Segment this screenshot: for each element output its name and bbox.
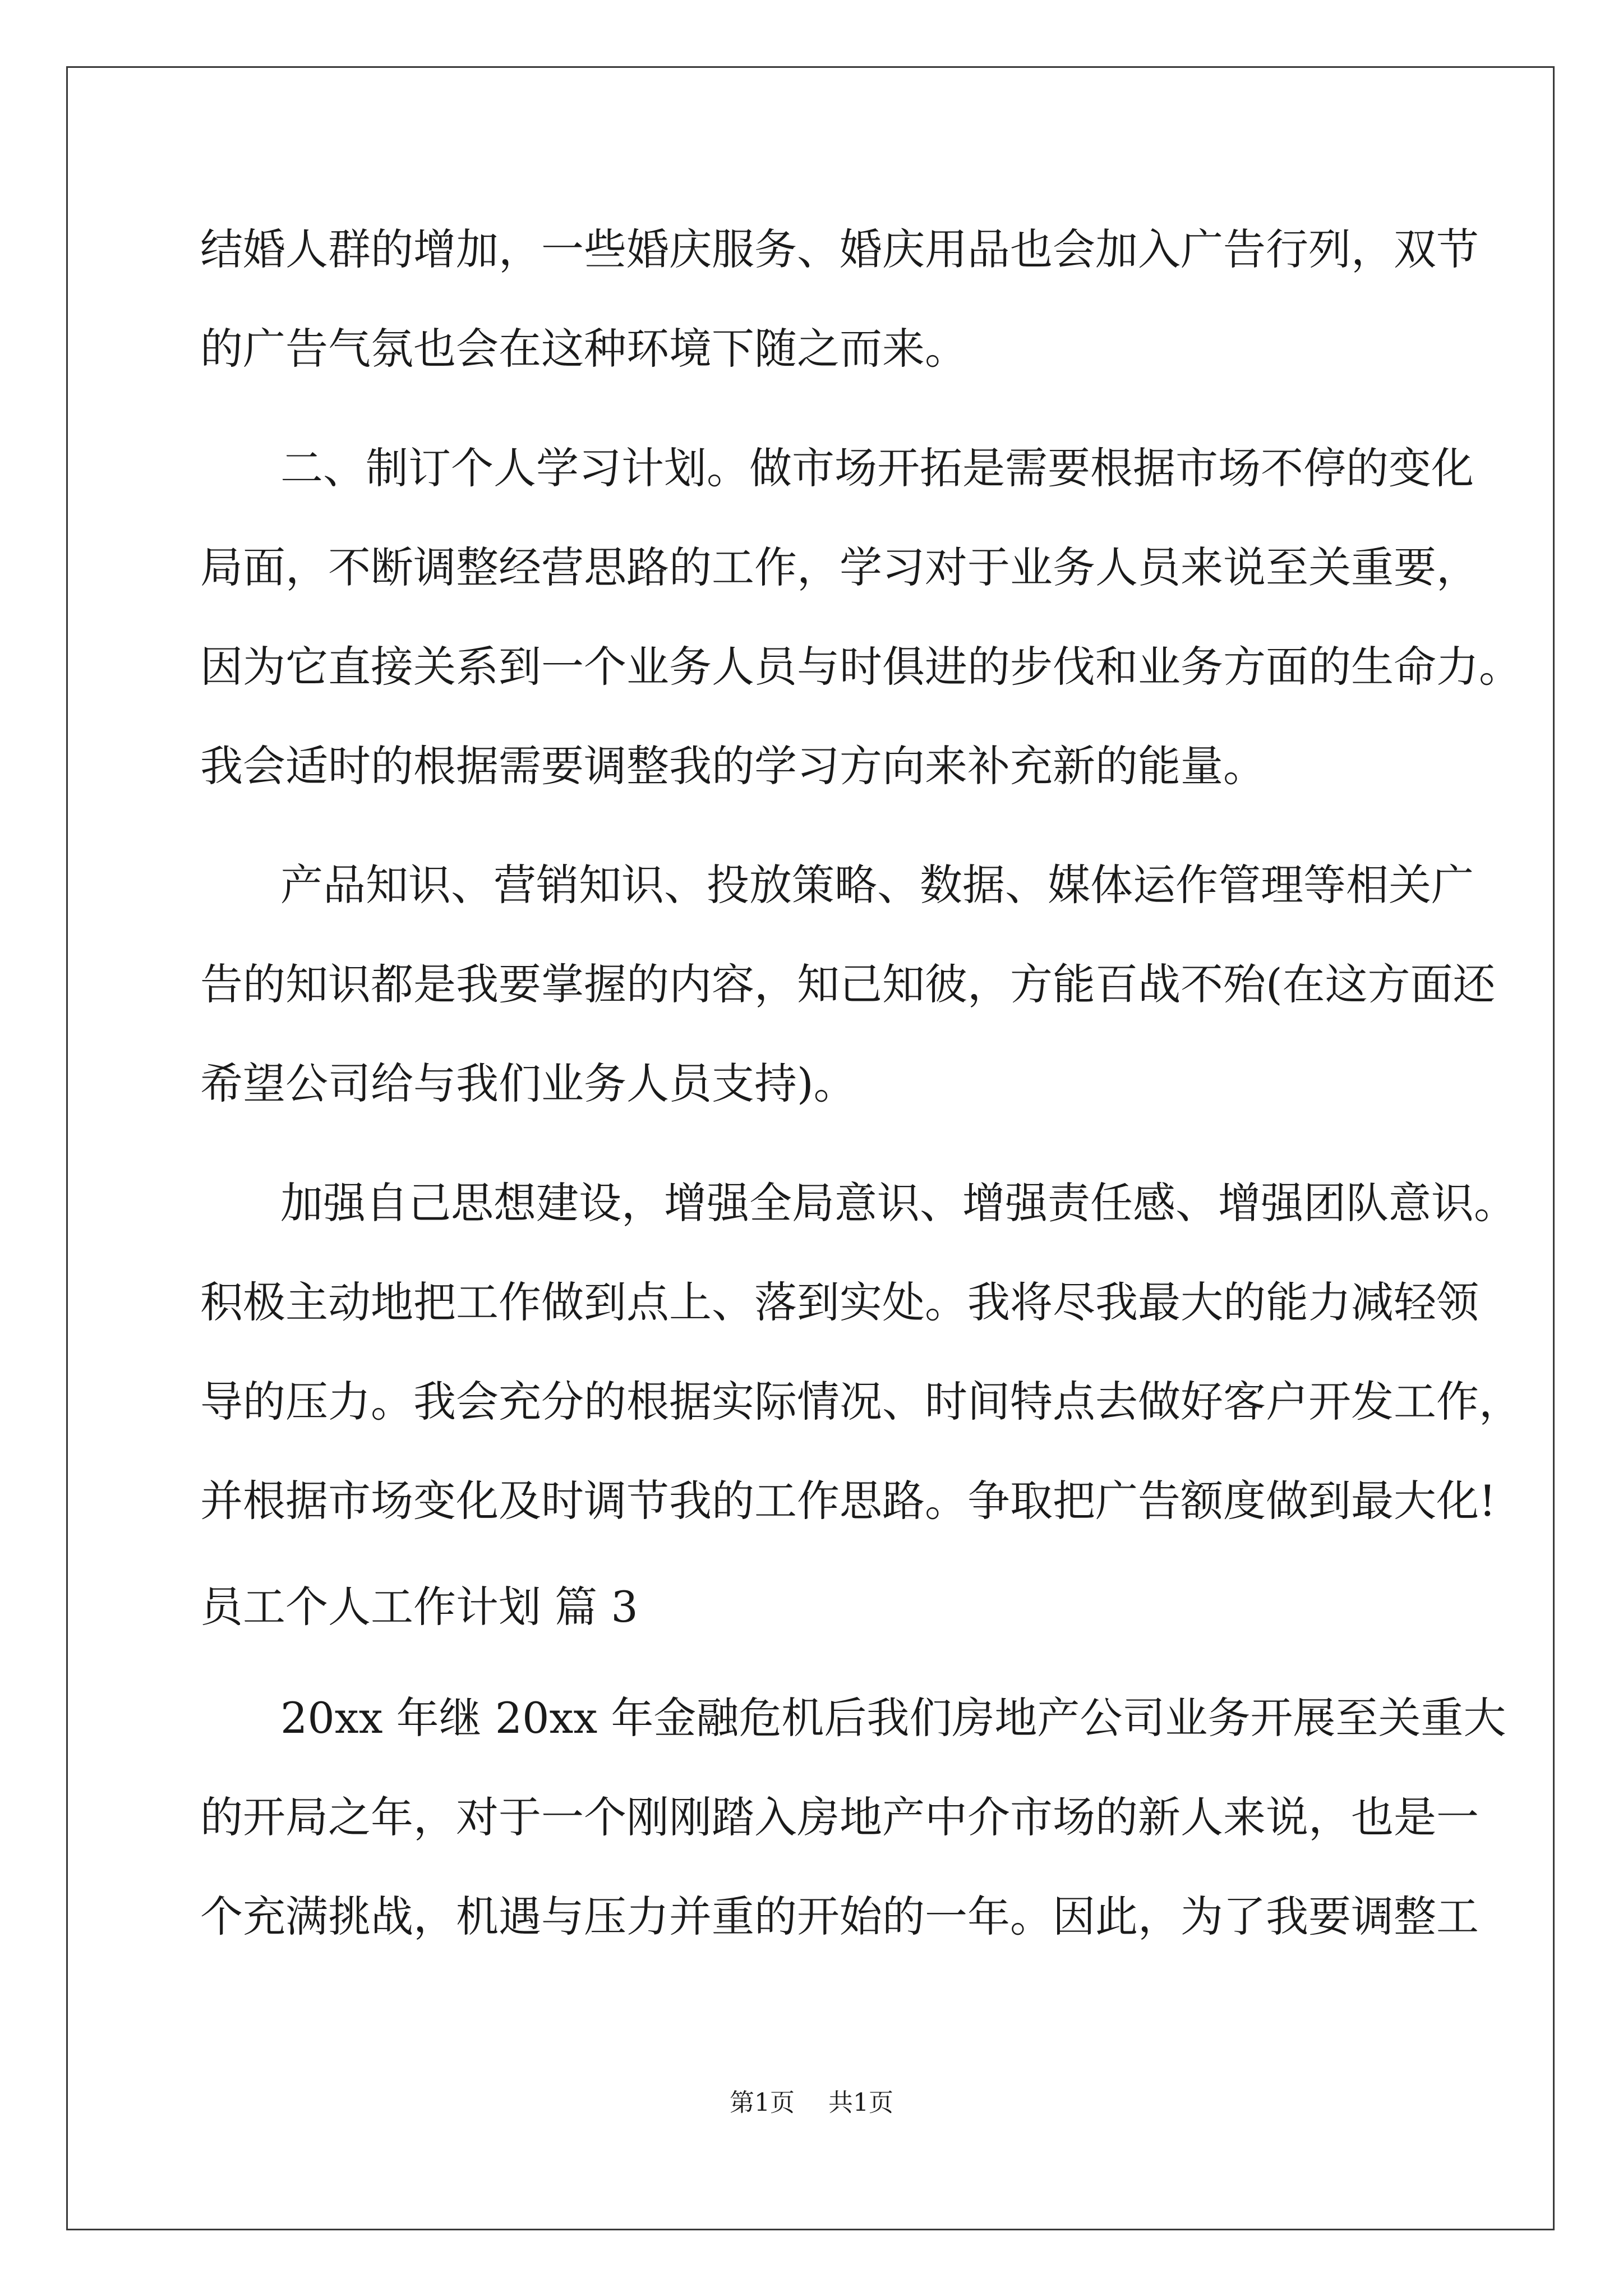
body-line: 20xx 年继 20xx 年金融危机后我们房地产公司业务开展至关重大 bbox=[280, 1693, 1506, 1743]
body-line: 局面，不断调整经营思路的工作，学习对于业务人员来说至关重要， bbox=[200, 542, 1479, 592]
body-line: 导的压力。我会充分的根据实际情况、时间特点去做好客户开发工作， bbox=[200, 1377, 1521, 1427]
body-line: 因为它直接关系到一个业务人员与时俱进的步伐和业务方面的生命力。 bbox=[200, 642, 1521, 692]
body-line: 个充满挑战，机遇与压力并重的开始的一年。因此，为了我要调整工 bbox=[200, 1892, 1479, 1941]
body-line: 我会适时的根据需要调整我的学习方向来补充新的能量。 bbox=[200, 741, 1266, 791]
page-total: 共1页 bbox=[828, 2088, 893, 2117]
section-heading: 员工个人工作计划 篇 3 bbox=[200, 1582, 638, 1632]
body-line: 加强自己思想建设，增强全局意识、增强责任感、增强团队意识。 bbox=[280, 1178, 1516, 1228]
body-line: 的广告气氛也会在这种环境下随之而来。 bbox=[200, 324, 967, 374]
body-line: 积极主动地把工作做到点上、落到实处。我将尽我最大的能力减轻领 bbox=[200, 1277, 1479, 1327]
body-line: 希望公司给与我们业务人员支持)。 bbox=[200, 1059, 856, 1108]
body-line: 告的知识都是我要掌握的内容，知己知彼，方能百战不殆(在这方面还 bbox=[200, 959, 1496, 1009]
body-line: 结婚人群的增加，一些婚庆服务、婚庆用品也会加入广告行列，双节 bbox=[200, 224, 1479, 274]
body-line: 二、制订个人学习计划。做市场开拓是需要根据市场不停的变化 bbox=[280, 443, 1474, 493]
page-footer bbox=[0, 2082, 1623, 2118]
body-line: 产品知识、营销知识、投放策略、数据、媒体运作管理等相关广 bbox=[280, 860, 1474, 910]
body-line: 的开局之年，对于一个刚刚踏入房地产中介市场的新人来说，也是一 bbox=[200, 1792, 1479, 1842]
body-line: 并根据市场变化及时调节我的工作思路。争取把广告额度做到最大化! bbox=[200, 1476, 1496, 1526]
page-number: 第1页 bbox=[730, 2088, 795, 2117]
